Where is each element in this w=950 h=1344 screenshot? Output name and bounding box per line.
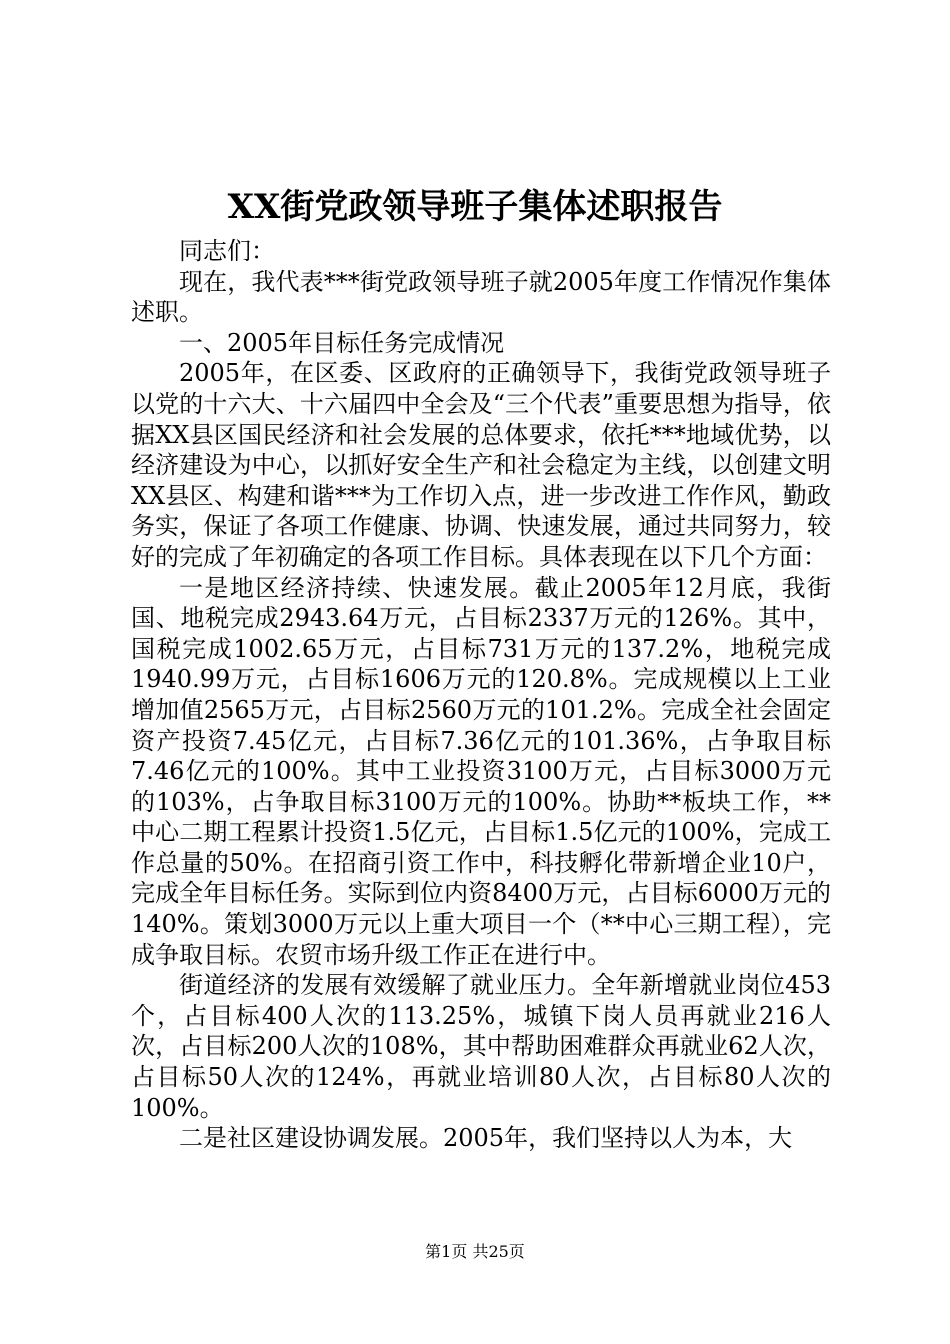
- page-number-footer: 第1页 共25页: [425, 1242, 525, 1261]
- paragraph-intro: 现在，我代表***街党政领导班子就2005年度工作情况作集体述职。: [131, 267, 831, 327]
- paragraph-community: 二是社区建设协调发展。2005年，我们坚持以人为本，大: [179, 1124, 793, 1153]
- section-heading: 一、2005年目标任务完成情况: [179, 328, 505, 357]
- paragraph-overview: 2005年，在区委、区政府的正确领导下，我街党政领导班子以党的十六大、十六届四中全会及“三个代表”重要思想为指导，依据XX县区国民经济和社会发展的总体要求，依托***地域优势，以经济建设为中心，以抓好安全生产和社会稳定为主线，以创建文明XX县区、构建和谐***为工作切入点，进一步改进工作作风，勤政务实，保证了各项工作健康、协调、快速发展，通过共同努力，较好的完成了年初确定的各项工作目标。具体表现在以下几个方面：: [131, 359, 831, 571]
- paragraph-salutation: 同志们：: [179, 237, 275, 265]
- document-title: XX街党政领导班子集体述职报告: [227, 187, 723, 227]
- document-body: [131, 236, 831, 1154]
- paragraph-employment: 街道经济的发展有效缓解了就业压力。全年新增就业岗位453个，占目标400人次的113.25%，城镇下岗人员再就业216人次，占目标200人次的108%，其中帮助困难群众再就业62人次，占目标50人次的124%，再就业培训80人次，占目标80人次的100%。: [131, 971, 831, 1122]
- paragraph-economy: 一是地区经济持续、快速发展。截止2005年12月底，我街国、地税完成2943.64万元，占目标2337万元的126%。其中，国税完成1002.65万元，占目标731万元的137.2%，地税完成1940.99万元，占目标1606万元的120.8%。完成规模以上工业增加值2565万元，占目标2560万元的101.2%。完成全社会固定资产投资7.45亿元，占目标7.36亿元的101.36%，占争取目标7.46亿元的100%。其中工业投资3100万元，占目标3000万元的103%，占争取目标3100万元的100%。协助**板块工作，**中心二期工程累计投资1.5亿元，占目标1.5亿元的100%，完成工作总量的50%。在招商引资工作中，科技孵化带新增企业10户，完成全年目标任务。实际到位内资8400万元，占目标6000万元的140%。策划3000万元以上重大项目一个（**中心三期工程），完成争取目标。农贸市场升级工作正在进行中。: [131, 573, 831, 969]
